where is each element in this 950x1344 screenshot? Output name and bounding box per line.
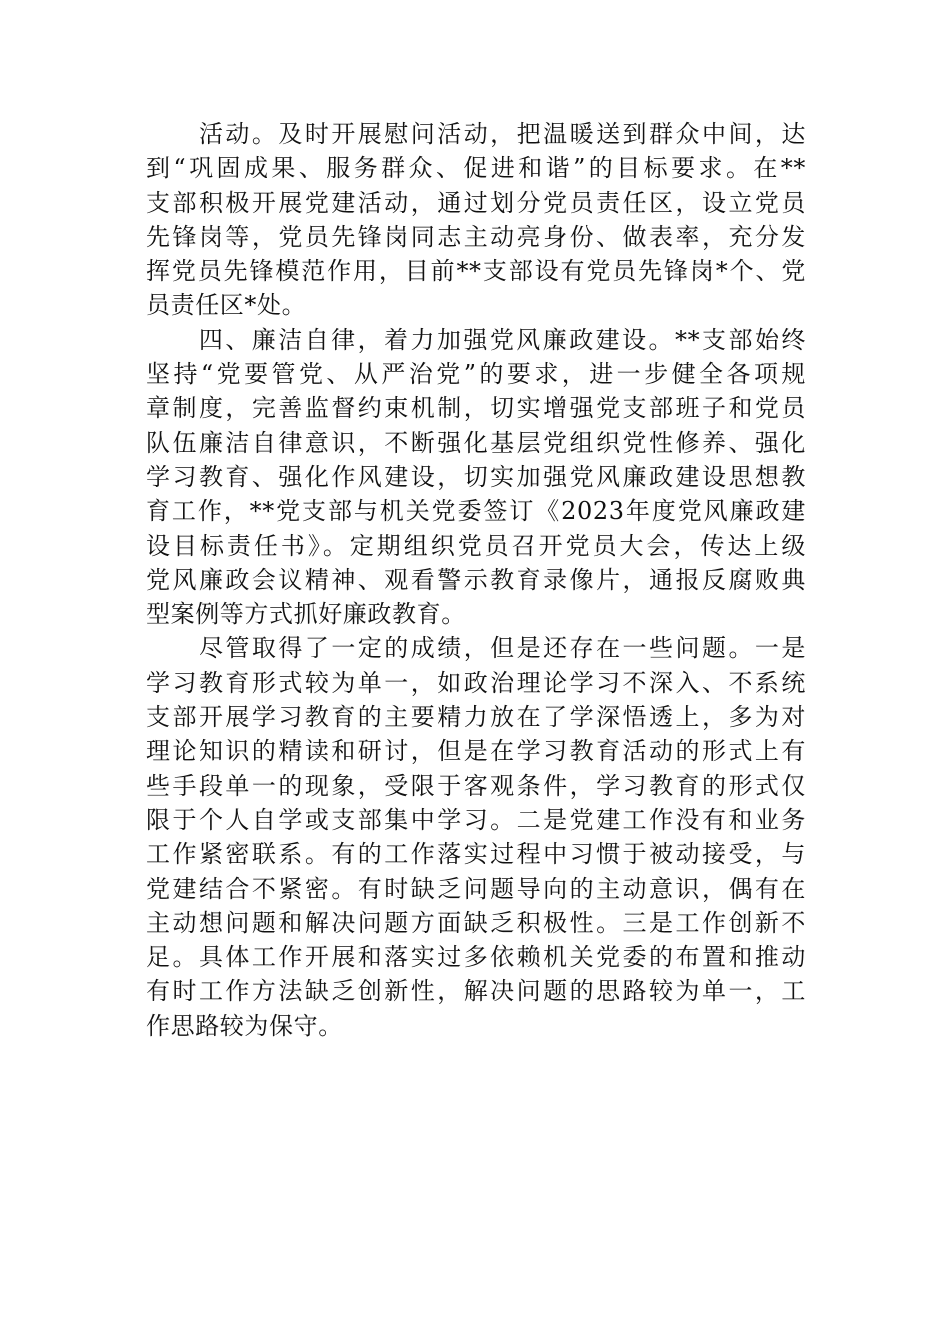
text-line: 育工作，**党支部与机关党委签订《2023年度党风廉政建	[146, 497, 806, 526]
text-line: 有时工作方法缺乏创新性，解决问题的思路较为单一，工	[146, 977, 806, 1006]
text-line: 理论知识的精读和研讨，但是在学习教育活动的形式上有	[146, 737, 806, 766]
text-line: 挥党员先锋模范作用，目前**支部设有党员先锋岗*个、党	[146, 257, 806, 286]
text-line: 活动。及时开展慰问活动，把温暖送到群众中间，达	[146, 120, 806, 148]
paragraph-problems	[146, 631, 806, 1043]
text-line: 学习教育形式较为单一，如政治理论学习不深入、不系统	[146, 668, 806, 697]
text-line: 四、廉洁自律，着力加强党风廉政建设。**支部始终	[146, 325, 806, 354]
text-line: 党建结合不紧密。有时缺乏问题导向的主动意识，偶有在	[146, 874, 806, 903]
text-line: 工作紧密联系。有的工作落实过程中习惯于被动接受，与	[146, 840, 806, 869]
text-line: 些手段单一的现象，受限于客观条件，学习教育的形式仅	[146, 771, 806, 800]
text-line: 限于个人自学或支部集中学习。二是党建工作没有和业务	[146, 805, 806, 834]
text-line: 学习教育、强化作风建设，切实加强党风廉政建设思想教	[146, 462, 806, 491]
paragraph-activities	[146, 117, 806, 323]
text-line: 支部开展学习教育的主要精力放在了学深悟透上，多为对	[146, 703, 806, 732]
text-line: 设目标责任书》。定期组织党员召开党员大会，传达上级	[146, 531, 806, 560]
text-line: 足。具体工作开展和落实过多依赖机关党委的布置和推动	[146, 943, 806, 972]
text-line: 先锋岗等，党员先锋岗同志主动亮身份、做表率，充分发	[146, 222, 806, 251]
text-line: 型案例等方式抓好廉政教育。	[146, 600, 466, 629]
document-body	[146, 117, 806, 1043]
text-line: 章制度，完善监督约束机制，切实增强党支部班子和党员	[146, 394, 806, 423]
text-line: 党风廉政会议精神、观看警示教育录像片，通报反腐败典	[146, 565, 806, 594]
text-line: 员责任区*处。	[146, 291, 307, 320]
paragraph-integrity	[146, 323, 806, 632]
text-line: 到“巩固成果、服务群众、促进和谐”的目标要求。在**	[146, 154, 806, 183]
text-line: 支部积极开展党建活动，通过划分党员责任区，设立党员	[146, 188, 806, 217]
text-line: 主动想问题和解决问题方面缺乏积极性。三是工作创新不	[146, 908, 806, 937]
text-line: 队伍廉洁自律意识，不断强化基层党组织党性修养、强化	[146, 428, 806, 457]
text-line: 作思路较为保守。	[146, 1011, 343, 1040]
text-line: 尽管取得了一定的成绩，但是还存在一些问题。一是	[146, 634, 806, 663]
text-line: 坚持“党要管党、从严治党”的要求，进一步健全各项规	[146, 360, 806, 389]
